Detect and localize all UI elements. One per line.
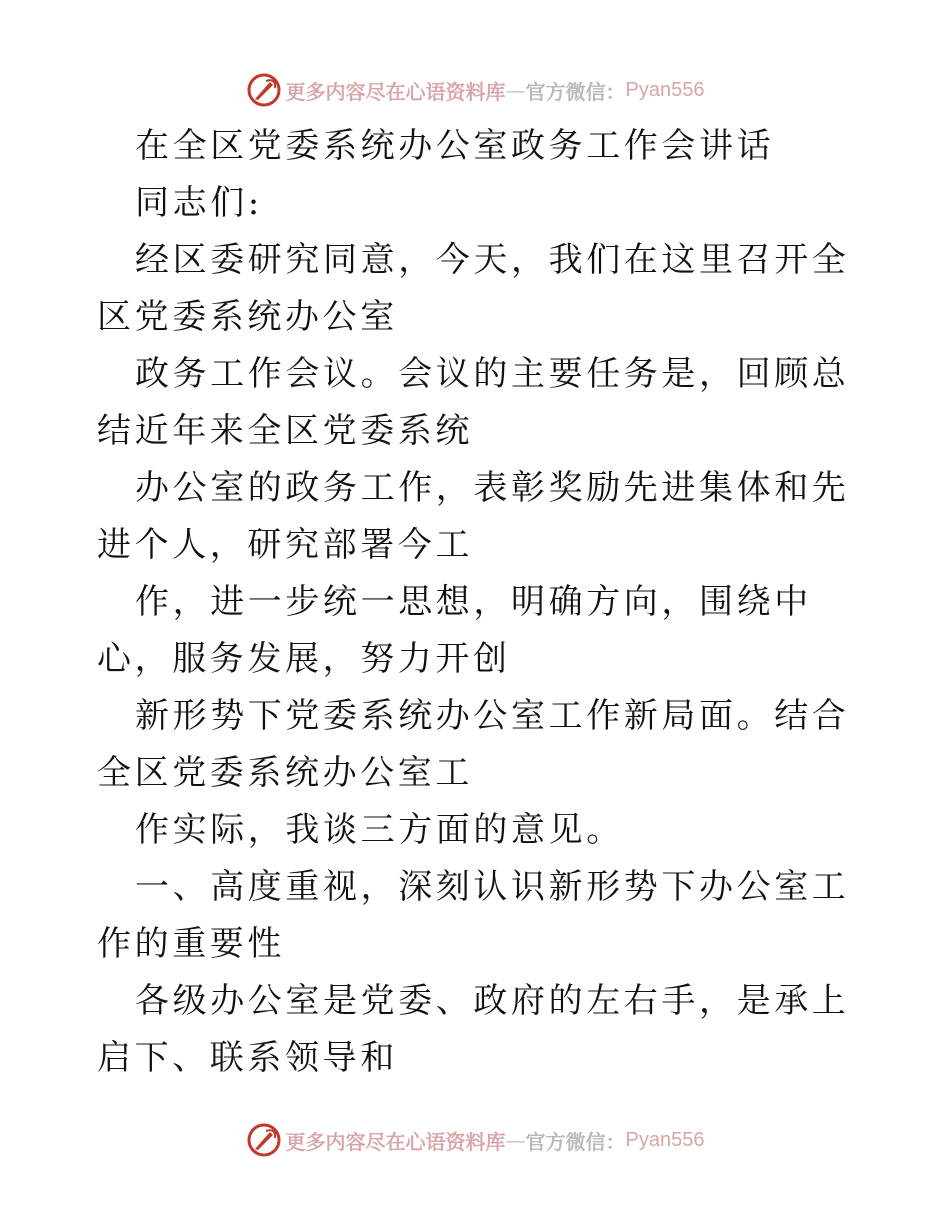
section-heading: 一、高度重视，深刻认识新形势下办公室工作的重要性 [97, 867, 850, 964]
watermark-wechat-label: 官方微信： [525, 1129, 626, 1154]
watermark-site-text: 更多内容尽在心语资料库 [285, 79, 506, 104]
watermark-site-text: 更多内容尽在心语资料库 [285, 1129, 506, 1154]
paragraph: 政务工作会议。会议的主要任务是，回顾总结近年来全区党委系统 [97, 354, 850, 451]
quill-logo-icon [246, 72, 282, 108]
quill-logo-icon [246, 1122, 282, 1158]
salutation: 同志们: [135, 183, 263, 223]
watermark-separator: — [505, 78, 526, 102]
document-title: 在全区党委系统办公室政务工作会讲话 [135, 126, 775, 166]
paragraph: 作，进一步统一思想，明确方向，围绕中心，服务发展，努力开创 [97, 582, 812, 679]
paragraph: 新形势下党委系统办公室工作新局面。结合全区党委系统办公室工 [97, 696, 850, 793]
document-body [97, 118, 853, 1087]
paragraph: 作实际，我谈三方面的意见。 [135, 810, 624, 850]
watermark-wechat-id: Pyan556 [625, 78, 705, 101]
paragraph: 各级办公室是党委、政府的左右手，是承上启下、联系领导和 [97, 981, 850, 1078]
paragraph: 办公室的政务工作，表彰奖励先进集体和先进个人，研究部署今工 [97, 468, 850, 565]
header-watermark [0, 70, 950, 110]
watermark-wechat-id: Pyan556 [625, 1128, 705, 1151]
watermark-separator: — [505, 1128, 526, 1152]
footer-watermark [0, 1120, 950, 1160]
paragraph: 经区委研究同意，今天，我们在这里召开全区党委系统办公室 [97, 240, 850, 337]
watermark-wechat-label: 官方微信： [525, 79, 626, 104]
